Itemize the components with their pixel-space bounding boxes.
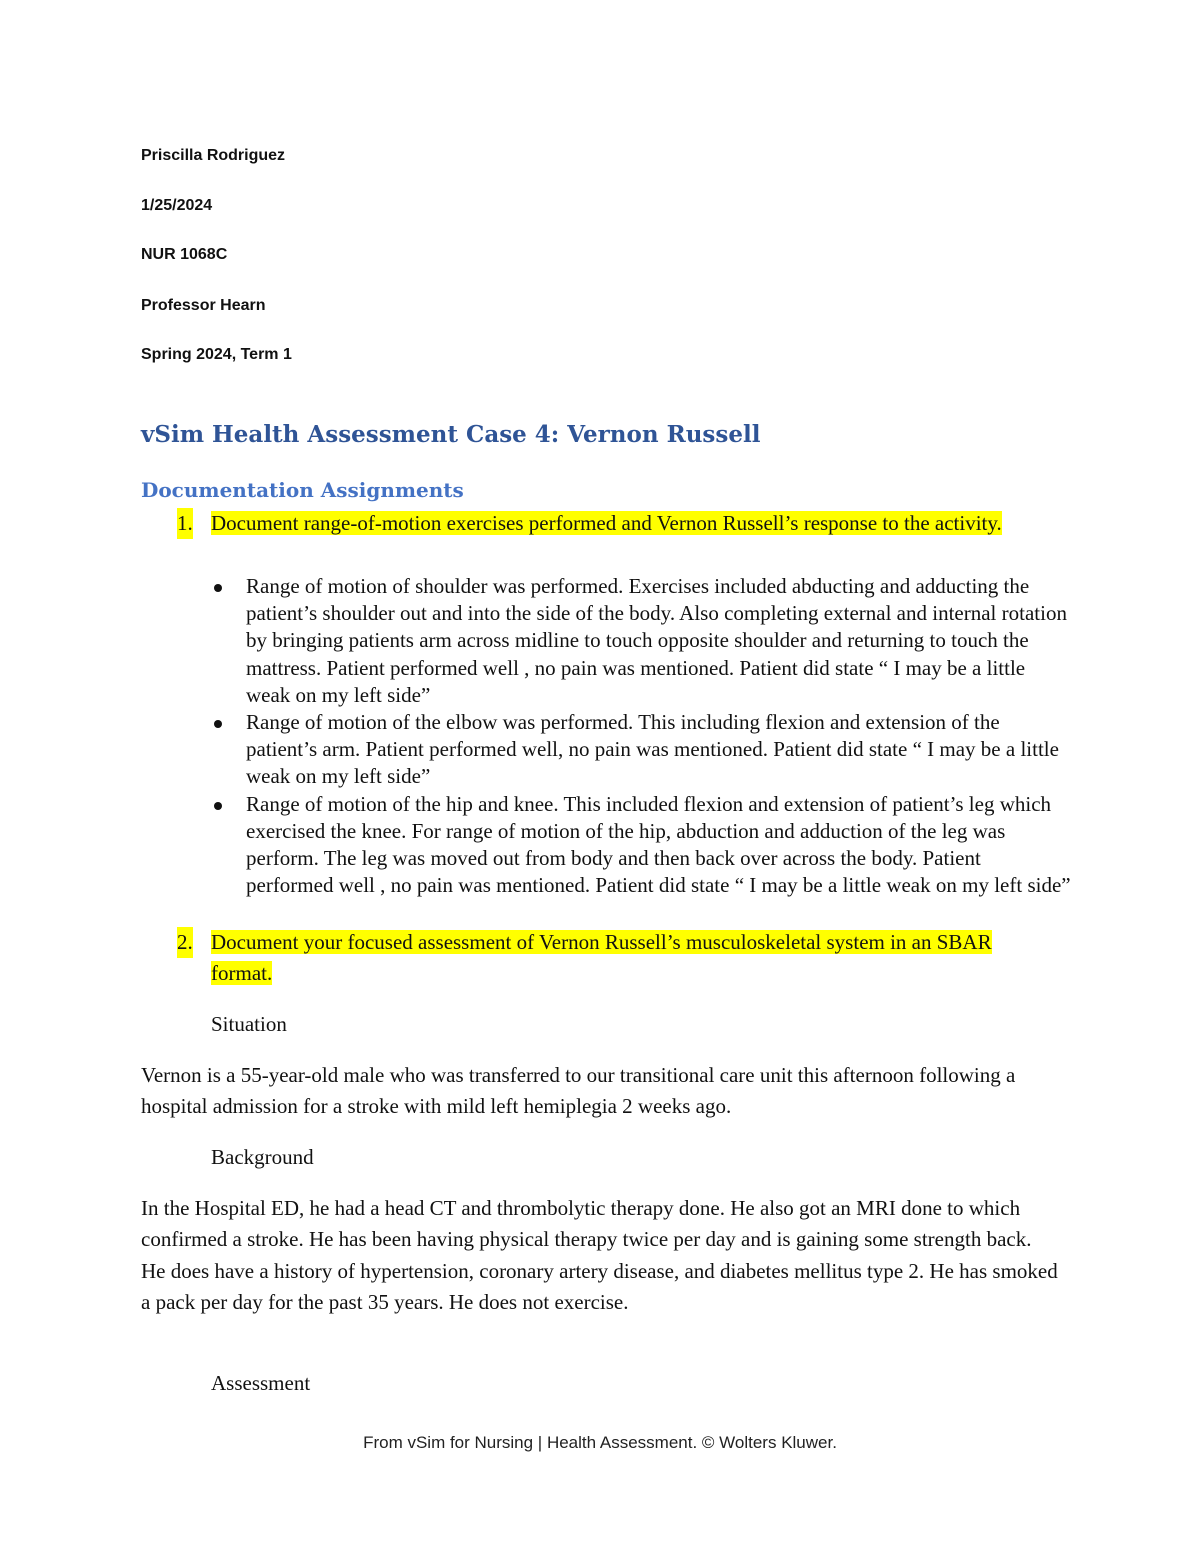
assignment-number: 2. — [177, 927, 193, 958]
rom-bullet-list — [211, 573, 1071, 899]
list-item: Range of motion of the hip and knee. This included flexion and extension of patient’s leg which exercised the knee. For range of motion of the hip, abduction and adduction of the leg was perform. The leg was moved out from body and then back over across the body. Patient performed well , no pain was mentioned. Patient did state “ I may be a little weak on my left side” — [211, 791, 1071, 900]
assignment-item-1 — [177, 508, 1057, 539]
student-name: Priscilla Rodriguez — [141, 147, 286, 164]
list-item: Range of motion of the elbow was performed. This including flexion and extension of the patient’s arm. Patient performed well, no pain was mentioned. Patient did state “ I may be a little weak on my left side” — [211, 709, 1071, 791]
section-heading: Documentation Assignments — [141, 478, 464, 502]
assessment-heading: Assessment — [211, 1371, 311, 1395]
professor-name: Professor Hearn — [141, 297, 266, 314]
page-footer: From vSim for Nursing | Health Assessment. © Wolters Kluwer. — [363, 1433, 837, 1452]
bullet-dot-icon — [214, 802, 222, 810]
list-item: Range of motion of shoulder was performed. Exercises included abducting and adducting the patient’s shoulder out and into the side of the body. Also completing external and internal rotation by bringing patients arm across midline to touch opposite shoulder and returning to touch the mattress. Patient performed well , no pain was mentioned. Patient did state “ I may be a little weak on my left side” — [211, 573, 1071, 709]
assignment-text: Document your focused assessment of Vernon Russell’s musculoskeletal system in an SBAR format. — [211, 930, 992, 985]
course-code: NUR 1068C — [141, 246, 228, 263]
document-title: vSim Health Assessment Case 4: Vernon Russell — [141, 421, 761, 448]
situation-text: Vernon is a 55-year-old male who was transferred to our transitional care unit this afternoon following a hospital admission for a stroke with mild left hemiplegia 2 weeks ago. — [141, 1063, 1016, 1119]
situation-heading: Situation — [211, 1012, 287, 1036]
background-text: In the Hospital ED, he had a head CT and thrombolytic therapy done. He also got an MRI done to which confirmed a stroke. He has been having physical therapy twice per day and is gaining some strength back. He does have a history of hypertension, coronary artery disease, and diabetes mellitus type 2. He has smoked a pack per day for the past 35 years. He does not exercise. — [141, 1196, 1058, 1314]
background-heading: Background — [211, 1145, 314, 1169]
assignment-number: 1. — [177, 508, 193, 539]
bullet-dot-icon — [214, 584, 222, 592]
assignment-item-2 — [177, 927, 1057, 989]
term: Spring 2024, Term 1 — [141, 346, 292, 363]
assignment-text: Document range-of-motion exercises performed and Vernon Russell’s response to the activity. — [211, 511, 1002, 535]
submission-date: 1/25/2024 — [141, 197, 213, 214]
bullet-dot-icon — [214, 720, 222, 728]
